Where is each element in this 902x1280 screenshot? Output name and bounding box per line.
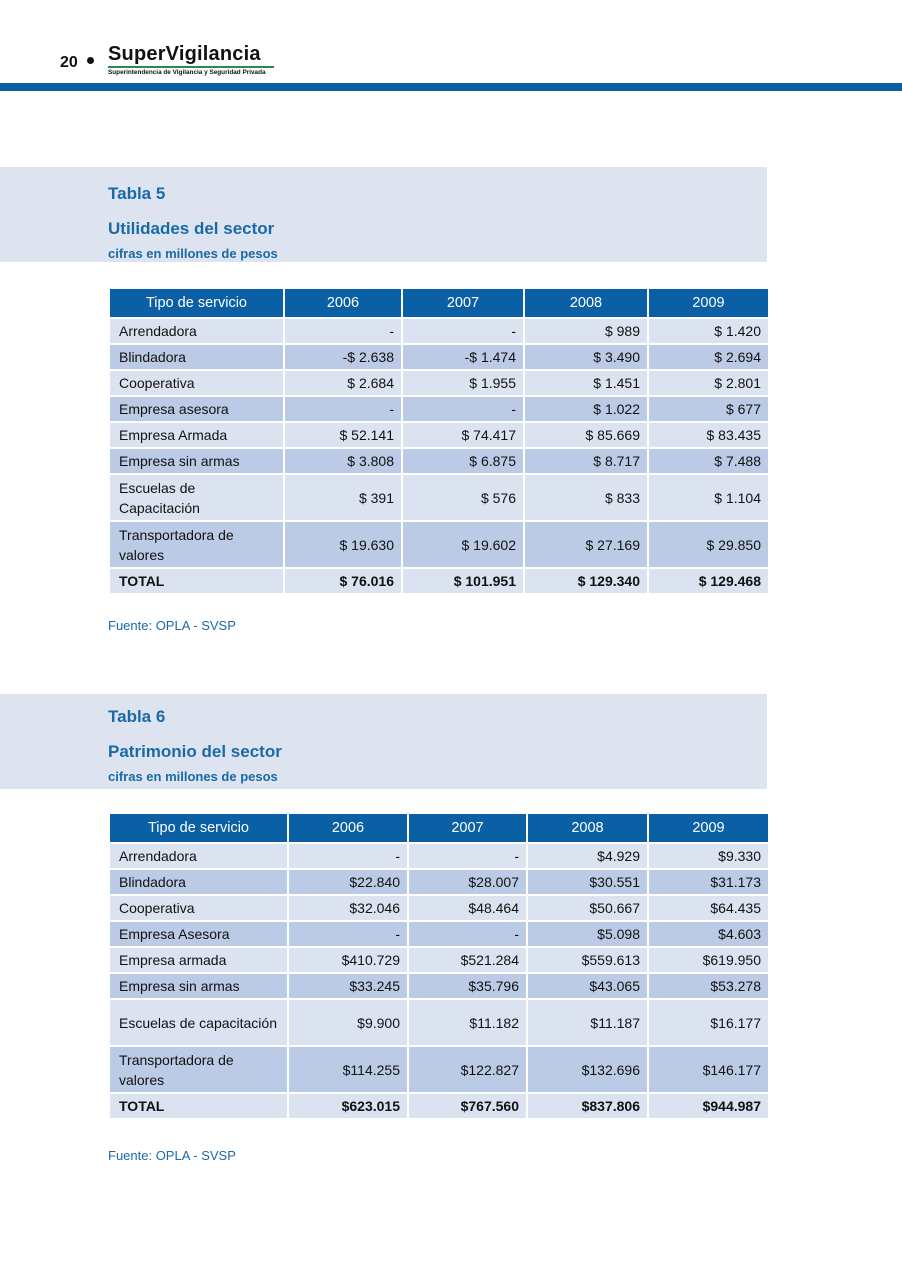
cell-value: $11.182 bbox=[408, 999, 527, 1046]
column-header: Tipo de servicio bbox=[109, 288, 284, 318]
cell-value: $410.729 bbox=[288, 947, 408, 973]
cell-value: - bbox=[402, 318, 524, 344]
page-header bbox=[0, 0, 902, 92]
table-row bbox=[109, 370, 769, 396]
row-label: Arrendadora bbox=[109, 318, 284, 344]
cell-value: $4.603 bbox=[648, 921, 769, 947]
cell-value: $ 677 bbox=[648, 396, 769, 422]
table-row bbox=[109, 947, 769, 973]
cell-value: $ 1.451 bbox=[524, 370, 648, 396]
cell-value: $132.696 bbox=[527, 1046, 648, 1093]
table5-label: Tabla 5 bbox=[108, 184, 166, 203]
column-header: 2007 bbox=[408, 813, 527, 843]
cell-value: $ 101.951 bbox=[402, 568, 524, 594]
table5-title: Utilidades del sector bbox=[108, 219, 275, 238]
cell-value: $ 833 bbox=[524, 474, 648, 521]
table6 bbox=[108, 812, 770, 1120]
table-row bbox=[109, 921, 769, 947]
cell-value: $48.464 bbox=[408, 895, 527, 921]
cell-value: $ 85.669 bbox=[524, 422, 648, 448]
page-number: 20 bbox=[60, 54, 78, 71]
row-label: TOTAL bbox=[109, 568, 284, 594]
table-row bbox=[109, 448, 769, 474]
table-row bbox=[109, 318, 769, 344]
table6-label: Tabla 6 bbox=[108, 707, 166, 726]
cell-value: $ 19.602 bbox=[402, 521, 524, 568]
table-row bbox=[109, 474, 769, 521]
table-row bbox=[109, 843, 769, 869]
column-header: 2008 bbox=[527, 813, 648, 843]
cell-value: $ 129.468 bbox=[648, 568, 769, 594]
cell-value: $16.177 bbox=[648, 999, 769, 1046]
cell-value: $35.796 bbox=[408, 973, 527, 999]
table-row bbox=[109, 422, 769, 448]
row-label: Empresa Armada bbox=[109, 422, 284, 448]
row-label: TOTAL bbox=[109, 1093, 288, 1119]
row-label: Transportadora de valores bbox=[109, 1046, 288, 1093]
row-label: Transportadora de valores bbox=[109, 521, 284, 568]
cell-value: - bbox=[408, 921, 527, 947]
row-label: Empresa armada bbox=[109, 947, 288, 973]
cell-value: $5.098 bbox=[527, 921, 648, 947]
cell-value: $ 391 bbox=[284, 474, 402, 521]
cell-value: $32.046 bbox=[288, 895, 408, 921]
cell-value: $28.007 bbox=[408, 869, 527, 895]
column-header: 2007 bbox=[402, 288, 524, 318]
cell-value: $ 8.717 bbox=[524, 448, 648, 474]
cell-value: - bbox=[288, 921, 408, 947]
table-row bbox=[109, 973, 769, 999]
cell-value: $22.840 bbox=[288, 869, 408, 895]
row-label: Empresa sin armas bbox=[109, 973, 288, 999]
cell-value: $11.187 bbox=[527, 999, 648, 1046]
column-header: 2009 bbox=[648, 288, 769, 318]
cell-value: $53.278 bbox=[648, 973, 769, 999]
table-header-row bbox=[109, 813, 769, 843]
cell-value: $146.177 bbox=[648, 1046, 769, 1093]
table6-subtitle: cifras en millones de pesos bbox=[108, 769, 278, 784]
row-label: Empresa sin armas bbox=[109, 448, 284, 474]
cell-value: $559.613 bbox=[527, 947, 648, 973]
column-header: Tipo de servicio bbox=[109, 813, 288, 843]
cell-value: $ 3.808 bbox=[284, 448, 402, 474]
row-label: Blindadora bbox=[109, 344, 284, 370]
table-row bbox=[109, 895, 769, 921]
cell-value: - bbox=[284, 396, 402, 422]
row-label: Arrendadora bbox=[109, 843, 288, 869]
column-header: 2006 bbox=[284, 288, 402, 318]
cell-value: - bbox=[408, 843, 527, 869]
cell-value: $ 129.340 bbox=[524, 568, 648, 594]
table6-title: Patrimonio del sector bbox=[108, 742, 282, 761]
cell-value: $ 1.955 bbox=[402, 370, 524, 396]
cell-value: $ 3.490 bbox=[524, 344, 648, 370]
cell-value: $ 2.801 bbox=[648, 370, 769, 396]
cell-value: $521.284 bbox=[408, 947, 527, 973]
cell-value: $33.245 bbox=[288, 973, 408, 999]
cell-value: $ 989 bbox=[524, 318, 648, 344]
table5 bbox=[108, 287, 770, 595]
table5-source: Fuente: OPLA - SVSP bbox=[108, 618, 236, 633]
table-row bbox=[109, 396, 769, 422]
cell-value: - bbox=[284, 318, 402, 344]
row-label: Empresa Asesora bbox=[109, 921, 288, 947]
table-row bbox=[109, 344, 769, 370]
row-label: Blindadora bbox=[109, 869, 288, 895]
cell-value: $30.551 bbox=[527, 869, 648, 895]
cell-value: $ 29.850 bbox=[648, 521, 769, 568]
cell-value: $114.255 bbox=[288, 1046, 408, 1093]
cell-value: $31.173 bbox=[648, 869, 769, 895]
cell-value: - bbox=[402, 396, 524, 422]
cell-value: -$ 2.638 bbox=[284, 344, 402, 370]
cell-value: $9.330 bbox=[648, 843, 769, 869]
cell-value: $50.667 bbox=[527, 895, 648, 921]
cell-value: $43.065 bbox=[527, 973, 648, 999]
header-bar bbox=[0, 83, 902, 91]
cell-value: $ 2.694 bbox=[648, 344, 769, 370]
column-header: 2008 bbox=[524, 288, 648, 318]
table-total-row bbox=[109, 568, 769, 594]
cell-value: $ 7.488 bbox=[648, 448, 769, 474]
column-header: 2006 bbox=[288, 813, 408, 843]
cell-value: $ 6.875 bbox=[402, 448, 524, 474]
cell-value: $64.435 bbox=[648, 895, 769, 921]
table-row bbox=[109, 869, 769, 895]
row-label: Cooperativa bbox=[109, 370, 284, 396]
cell-value: $ 83.435 bbox=[648, 422, 769, 448]
row-label: Escuelas de capacitación bbox=[109, 999, 288, 1046]
row-label: Escuelas de Capacitación bbox=[109, 474, 284, 521]
table-row bbox=[109, 999, 769, 1046]
supervigilancia-logo bbox=[108, 43, 274, 76]
cell-value: $ 74.417 bbox=[402, 422, 524, 448]
cell-value: $767.560 bbox=[408, 1093, 527, 1119]
logo-subtitle: Superintendencia de Vigilancia y Seguridad Privada bbox=[108, 69, 266, 76]
cell-value: $ 1.420 bbox=[648, 318, 769, 344]
column-header: 2009 bbox=[648, 813, 769, 843]
cell-value: -$ 1.474 bbox=[402, 344, 524, 370]
cell-value: $837.806 bbox=[527, 1093, 648, 1119]
cell-value: $9.900 bbox=[288, 999, 408, 1046]
logo-rule bbox=[108, 66, 274, 68]
table5-subtitle: cifras en millones de pesos bbox=[108, 246, 278, 261]
table-total-row bbox=[109, 1093, 769, 1119]
table6-source: Fuente: OPLA - SVSP bbox=[108, 1148, 236, 1163]
cell-value: $ 19.630 bbox=[284, 521, 402, 568]
cell-value: $ 27.169 bbox=[524, 521, 648, 568]
cell-value: $623.015 bbox=[288, 1093, 408, 1119]
bullet-dot bbox=[87, 57, 94, 64]
cell-value: $ 1.022 bbox=[524, 396, 648, 422]
cell-value: $ 2.684 bbox=[284, 370, 402, 396]
row-label: Empresa asesora bbox=[109, 396, 284, 422]
row-label: Cooperativa bbox=[109, 895, 288, 921]
cell-value: $ 52.141 bbox=[284, 422, 402, 448]
table-header-row bbox=[109, 288, 769, 318]
table-row bbox=[109, 521, 769, 568]
cell-value: - bbox=[288, 843, 408, 869]
cell-value: $4.929 bbox=[527, 843, 648, 869]
cell-value: $619.950 bbox=[648, 947, 769, 973]
cell-value: $ 76.016 bbox=[284, 568, 402, 594]
cell-value: $944.987 bbox=[648, 1093, 769, 1119]
logo-title: SuperVigilancia bbox=[108, 43, 261, 65]
cell-value: $ 576 bbox=[402, 474, 524, 521]
cell-value: $ 1.104 bbox=[648, 474, 769, 521]
table-row bbox=[109, 1046, 769, 1093]
cell-value: $122.827 bbox=[408, 1046, 527, 1093]
